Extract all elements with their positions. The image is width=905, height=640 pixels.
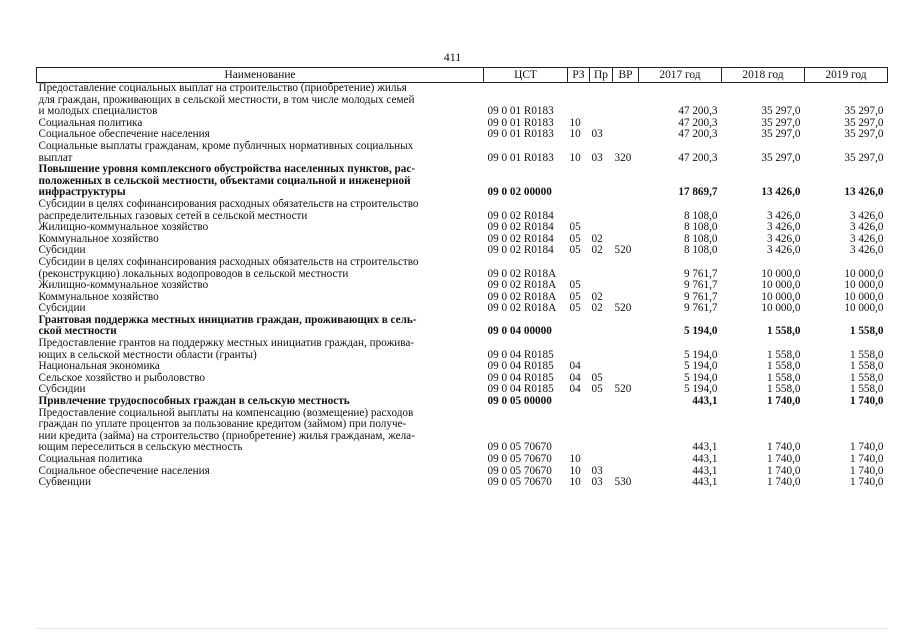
cell-2018: 10 000,0 (761, 279, 801, 292)
header-2017: 2017 год (639, 68, 722, 83)
cell-cst: 09 0 02 R0184 (487, 244, 554, 257)
cell-pr: 03 (591, 476, 603, 489)
cell-2017: 8 108,0 (683, 209, 718, 222)
cell-cst: 09 0 04 R0185 (487, 371, 554, 384)
cell-2017: 9 761,7 (683, 302, 718, 315)
cell-name (37, 292, 484, 304)
cell-vr (613, 83, 639, 118)
cell-2019: 3 426,0 (849, 244, 884, 257)
cell-2018: 1 558,0 (766, 383, 801, 396)
cell-cst: 09 0 04 R0185 (487, 360, 554, 373)
cell-vr (613, 164, 639, 199)
cell-name (37, 280, 484, 292)
cell-cst: 09 0 02 R018A (487, 267, 557, 280)
table-row (37, 257, 888, 280)
name-line: Социальная политика (38, 453, 143, 465)
cell-rz: 10 (569, 151, 581, 164)
cell-rz: 04 (569, 383, 581, 396)
cell-2018: 1 740,0 (766, 441, 801, 454)
cell-2019: 10 000,0 (844, 290, 884, 303)
name-line: Социальное обеспечение населения (38, 464, 210, 477)
cell-pr (590, 257, 613, 280)
cell-cst: 09 0 02 R018A (487, 290, 557, 303)
cell-pr: 03 (591, 464, 603, 477)
cell-cst: 09 0 05 00000 (487, 395, 552, 408)
cell-vr (613, 361, 639, 373)
cell-cst: 09 0 01 R0183 (487, 116, 554, 129)
table-body (37, 83, 888, 489)
cell-pr: 05 (591, 383, 603, 396)
cell-2018: 3 426,0 (766, 244, 801, 257)
budget-table (36, 67, 888, 489)
page-number: 411 (443, 50, 462, 64)
header-name: Наименование (37, 68, 484, 83)
name-line: положенных в сельской местности, объектами социальной и инженерной (38, 174, 411, 187)
cell-pr (590, 396, 613, 408)
cell-name (37, 338, 484, 361)
cell-2019: 1 558,0 (849, 360, 884, 373)
name-line: Коммунальное хозяйство (38, 232, 159, 245)
cell-2017: 47 200,3 (678, 151, 718, 164)
cell-2018: 35 297,0 (761, 116, 801, 129)
cell-pr: 03 (591, 128, 603, 141)
name-line: Жилищно-коммунальное хозяйство (38, 221, 209, 234)
cell-vr (613, 199, 639, 222)
cell-vr (613, 280, 639, 292)
table-row (37, 234, 888, 246)
cell-2017: 8 108,0 (683, 221, 718, 234)
cell-name (37, 454, 484, 466)
cell-vr (613, 338, 639, 361)
cell-2018: 1 558,0 (766, 325, 801, 338)
name-line: Субсидии (38, 302, 86, 315)
cell-cst: 09 0 02 R0184 (487, 232, 554, 245)
cell-2017: 9 761,7 (683, 267, 718, 280)
cell-2019: 10 000,0 (844, 267, 884, 280)
cell-2017: 443,1 (692, 453, 718, 465)
name-line: Грантовая поддержка местных инициатив граждан, проживающих в сель- (38, 313, 417, 326)
cell-rz: 10 (569, 116, 581, 129)
cell-2017: 5 194,0 (683, 360, 718, 373)
cell-pr (590, 222, 613, 234)
cell-pr: 05 (591, 371, 603, 384)
cell-vr (613, 408, 639, 454)
table-row (37, 292, 888, 304)
cell-cst: 09 0 02 R0184 (487, 221, 554, 234)
cell-cst: 09 0 04 R0185 (487, 348, 554, 361)
name-line: Национальная экономика (38, 360, 160, 373)
cell-pr: 02 (591, 232, 603, 245)
name-line: Предоставление социальной выплаты на компенсацию (возмещение) расходов (38, 406, 414, 419)
cell-pr (590, 280, 613, 292)
page-bottom-rule (36, 628, 887, 629)
table-row (37, 466, 888, 478)
cell-rz: 04 (569, 360, 581, 373)
cell-vr: 320 (614, 151, 632, 164)
cell-rz: 10 (569, 128, 581, 141)
cell-rz (568, 338, 590, 361)
table-row (37, 164, 888, 199)
header-vr: ВР (613, 68, 639, 83)
table-header-row (37, 68, 888, 83)
cell-2018: 13 426,0 (761, 186, 801, 199)
cell-rz: 05 (569, 232, 581, 245)
cell-name (37, 222, 484, 234)
name-line: Привлечение трудоспособных граждан в сельскую местность (38, 395, 350, 408)
name-line: граждан по уплате процентов за пользование кредитом (займом) при получе- (38, 418, 407, 431)
cell-vr: 520 (614, 302, 632, 315)
cell-rz (568, 257, 590, 280)
table-row (37, 477, 888, 489)
cell-2017: 443,1 (692, 441, 718, 454)
name-line: Социальная политика (38, 116, 143, 129)
cell-vr (613, 257, 639, 280)
name-line: Социальные выплаты гражданам, кроме публичных нормативных социальных (38, 139, 414, 152)
cell-2018: 3 426,0 (766, 221, 801, 234)
cell-2019: 10 000,0 (844, 302, 884, 315)
cell-pr: 02 (591, 244, 603, 257)
cell-2017: 5 194,0 (683, 325, 718, 338)
cell-2018: 10 000,0 (761, 290, 801, 303)
name-line: Субсидии (38, 244, 86, 257)
cell-2017: 5 194,0 (683, 371, 718, 384)
cell-rz: 05 (569, 244, 581, 257)
cell-2018: 1 740,0 (766, 476, 801, 489)
cell-pr (590, 199, 613, 222)
cell-2019: 1 740,0 (849, 453, 884, 465)
cell-vr (613, 129, 639, 141)
cell-name (37, 83, 484, 118)
cell-2017: 9 761,7 (683, 279, 718, 292)
cell-2017: 8 108,0 (683, 244, 718, 257)
name-line: Сельское хозяйство и рыболовство (38, 371, 205, 384)
cell-rz: 05 (569, 279, 581, 292)
name-line: Коммунальное хозяйство (38, 290, 159, 303)
cell-cst: 09 0 05 70670 (487, 464, 552, 477)
cell-rz: 05 (569, 290, 581, 303)
cell-2019: 1 740,0 (849, 395, 884, 408)
cell-vr (613, 222, 639, 234)
header-pr: Пр (590, 68, 613, 83)
cell-name (37, 408, 484, 454)
cell-rz (568, 408, 590, 454)
cell-2019: 1 558,0 (849, 325, 884, 338)
cell-2019: 13 426,0 (844, 186, 884, 199)
cell-2019: 3 426,0 (849, 232, 884, 245)
cell-pr (590, 338, 613, 361)
cell-2019: 3 426,0 (849, 209, 884, 222)
cell-pr (590, 408, 613, 454)
cell-vr: 520 (614, 383, 632, 396)
cell-cst: 09 0 04 R0185 (487, 383, 554, 396)
cell-2017: 17 869,7 (678, 186, 718, 199)
cell-2017: 8 108,0 (683, 232, 718, 245)
name-line: распределительных газовых сетей в сельской местности (38, 209, 308, 222)
name-line: Жилищно-коммунальное хозяйство (38, 279, 209, 292)
name-line: инфраструктуры (38, 186, 126, 199)
cell-rz: 05 (569, 302, 581, 315)
cell-2019: 1 740,0 (849, 441, 884, 454)
cell-cst: 09 0 01 R0183 (487, 105, 554, 118)
cell-rz: 10 (569, 464, 581, 477)
cell-name (37, 477, 484, 489)
cell-rz: 05 (569, 221, 581, 234)
name-line: Субсидии в целях софинансирования расходных обязательств на строительство (38, 255, 419, 268)
cell-pr (590, 315, 613, 338)
cell-vr (613, 315, 639, 338)
name-line: Предоставление грантов на поддержку местных инициатив граждан, прожива- (38, 337, 415, 350)
name-line: Предоставление социальных выплат на строительство (приобретение) жилья (38, 82, 407, 94)
cell-name (37, 257, 484, 280)
cell-2019: 1 740,0 (849, 476, 884, 489)
table-row (37, 408, 888, 454)
name-line: Субсидии в целях софинансирования расходных обязательств на строительство (38, 197, 419, 210)
cell-2018: 1 740,0 (766, 395, 801, 408)
cell-2019: 35 297,0 (844, 151, 884, 164)
cell-2019: 1 558,0 (849, 383, 884, 396)
cell-2018: 1 740,0 (766, 464, 801, 477)
cell-pr (590, 454, 613, 466)
cell-name (37, 141, 484, 164)
cell-rz (568, 199, 590, 222)
cell-2019: 1 558,0 (849, 348, 884, 361)
name-line: для граждан, проживающих в сельской местности, в том числе молодых семей (38, 93, 415, 106)
header-cst: ЦСТ (484, 68, 568, 83)
cell-cst: 09 0 01 R0183 (487, 128, 554, 141)
cell-2019: 10 000,0 (844, 279, 884, 292)
cell-name (37, 234, 484, 246)
name-line: ющих в сельской местности области (гранты) (38, 348, 257, 361)
cell-2018: 35 297,0 (761, 151, 801, 164)
table-row (37, 373, 888, 385)
cell-2019: 35 297,0 (844, 116, 884, 129)
cell-2018: 35 297,0 (761, 105, 801, 118)
cell-pr: 03 (591, 151, 603, 164)
table-row (37, 396, 888, 408)
cell-cst: 09 0 04 00000 (487, 325, 552, 338)
cell-cst: 09 0 02 R018A (487, 302, 557, 315)
table-row (37, 315, 888, 338)
cell-rz (568, 315, 590, 338)
name-line: ской местности (38, 325, 117, 338)
cell-2018: 10 000,0 (761, 267, 801, 280)
cell-vr (613, 454, 639, 466)
cell-2017: 9 761,7 (683, 290, 718, 303)
name-line: и молодых специалистов (38, 105, 158, 118)
cell-cst: 09 0 01 R0183 (487, 151, 554, 164)
cell-2018: 1 558,0 (766, 371, 801, 384)
cell-2019: 1 558,0 (849, 371, 884, 384)
cell-cst: 09 0 05 70670 (487, 476, 552, 489)
cell-pr: 02 (591, 302, 603, 315)
name-line: ющим переселиться в сельскую местность (38, 441, 243, 454)
table-row (37, 222, 888, 234)
cell-cst: 09 0 02 R0184 (487, 209, 554, 222)
cell-rz: 10 (569, 453, 581, 465)
cell-2019: 3 426,0 (849, 221, 884, 234)
cell-2018: 1 558,0 (766, 348, 801, 361)
cell-pr (590, 83, 613, 118)
cell-vr (613, 118, 639, 130)
cell-cst: 09 0 02 00000 (487, 186, 552, 199)
cell-2017: 5 194,0 (683, 383, 718, 396)
cell-2019: 1 740,0 (849, 464, 884, 477)
name-line: (реконструкцию) локальных водопроводов в сельской местности (38, 267, 349, 280)
table-row (37, 280, 888, 292)
cell-2017: 443,1 (692, 395, 718, 408)
header-rz: РЗ (568, 68, 590, 83)
table-row (37, 199, 888, 222)
cell-rz (568, 164, 590, 199)
cell-cst: 09 0 05 70670 (487, 441, 552, 454)
cell-rz (568, 396, 590, 408)
cell-2019: 35 297,0 (844, 105, 884, 118)
cell-name (37, 373, 484, 385)
cell-cst: 09 0 05 70670 (487, 453, 552, 465)
cell-pr (590, 164, 613, 199)
cell-2018: 3 426,0 (766, 232, 801, 245)
cell-rz: 04 (569, 371, 581, 384)
cell-cst: 09 0 02 R018A (487, 279, 557, 292)
cell-2017: 47 200,3 (678, 128, 718, 141)
name-line: Повышение уровня комплексного обустройства населенных пунктов, рас- (38, 163, 416, 176)
cell-2018: 35 297,0 (761, 128, 801, 141)
cell-2018: 3 426,0 (766, 209, 801, 222)
table-row (37, 454, 888, 466)
cell-2017: 5 194,0 (683, 348, 718, 361)
cell-name (37, 199, 484, 222)
cell-pr: 02 (591, 290, 603, 303)
cell-rz (568, 83, 590, 118)
table-row (37, 141, 888, 164)
cell-name (37, 164, 484, 199)
cell-2018: 10 000,0 (761, 302, 801, 315)
name-line: Субвенции (38, 476, 91, 489)
cell-name (37, 396, 484, 408)
cell-vr: 530 (614, 476, 632, 489)
cell-2017: 443,1 (692, 464, 718, 477)
cell-2017: 47 200,3 (678, 116, 718, 129)
cell-name (37, 315, 484, 338)
table-row (37, 83, 888, 118)
cell-vr: 520 (614, 244, 632, 257)
cell-2017: 443,1 (692, 476, 718, 489)
cell-2018: 1 740,0 (766, 453, 801, 465)
header-2018: 2018 год (722, 68, 805, 83)
cell-2019: 35 297,0 (844, 128, 884, 141)
name-line: нии кредита (займа) на строительство (приобретение) жилья гражданам, жела- (38, 429, 415, 442)
cell-rz: 10 (569, 476, 581, 489)
header-2019: 2019 год (805, 68, 888, 83)
cell-2017: 47 200,3 (678, 105, 718, 118)
name-line: Субсидии (38, 383, 86, 396)
cell-2018: 1 558,0 (766, 360, 801, 373)
cell-name (37, 466, 484, 478)
name-line: Социальное обеспечение населения (38, 128, 210, 141)
cell-vr (613, 396, 639, 408)
name-line: выплат (38, 151, 73, 164)
table-row (37, 338, 888, 361)
